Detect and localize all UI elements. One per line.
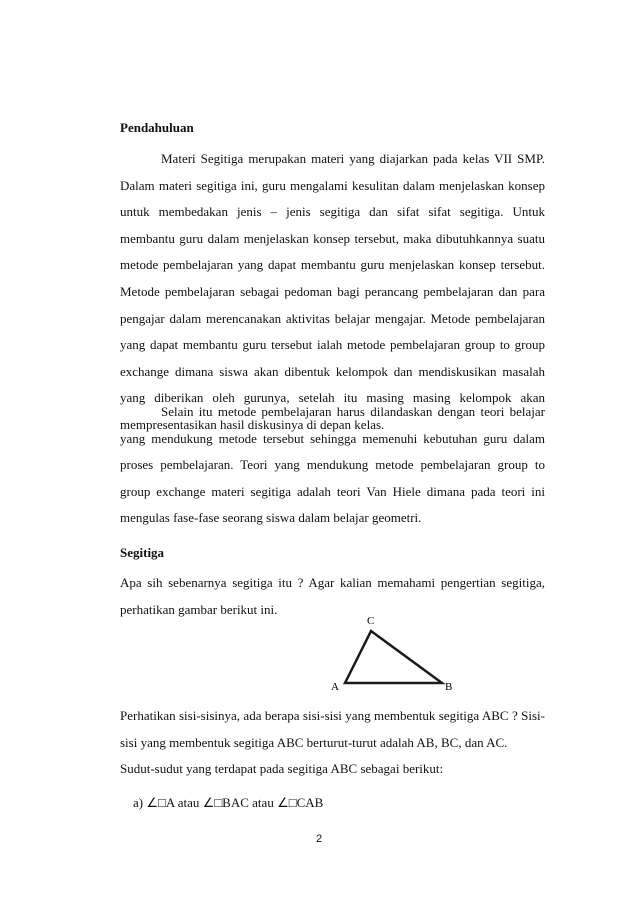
triangle-abc-figure: [325, 606, 465, 698]
vertex-c-label: C: [367, 615, 375, 627]
paragraph-intro-2: Selain itu metode pembelajaran harus dilandaskan dengan teori belajar yang mendukung metode tersebut sehingga memenuhi kebutuhan guru dalam proses pembelajaran. Teori yang mendukung metode pembelajaran group to group exchange materi segitiga adalah teori Van Hiele dimana pada teori ini mengulas fase-fase seorang siswa dalam belajar geometri.: [120, 404, 545, 526]
paragraph-angles-intro: Sudut-sudut yang terdapat pada segitiga ABC sebagai berikut:: [120, 761, 444, 776]
section-heading-segitiga: Segitiga: [120, 545, 165, 560]
triangle-abc-shape: [345, 631, 442, 683]
vertex-b-label: B: [445, 681, 453, 693]
paragraph-sides: Perhatikan sisi-sisinya, ada berapa sisi-sisi yang membentuk segitiga ABC ? Sisi-sisi yang membentuk segitiga ABC berturut-turut adalah AB, BC, dan AC.: [120, 708, 545, 750]
page-number: 2: [315, 833, 323, 845]
paragraph-intro-1: Materi Segitiga merupakan materi yang diajarkan pada kelas VII SMP. Dalam materi segitiga ini, guru mengalami kesulitan dalam menjelaskan konsep untuk membedakan jenis – jenis segitiga dan sifat sifat segitiga. Untuk membantu guru dalam menjelaskan konsep tersebut, maka dibutuhkannya suatu metode pembelajaran yang dapat membantu guru menjelaskan konsep tersebut. Metode pembelajaran sebagai pedoman bagi perancang pembelajaran dan para pengajar dalam merencanakan aktivitas belajar mengajar. Metode pembelajaran yang dapat membantu guru tersebut ialah metode pembelajaran group to group exchange dimana siswa akan dibentuk kelompok dan mendiskusikan masalah yang diberikan oleh gurunya, setelah itu masing masing kelompok akan mempresentasikan hasil diskusinya di depan kelas.: [120, 151, 545, 432]
list-item-a: a) ∠□A atau ∠□BAC atau ∠□CAB: [133, 795, 324, 810]
section-heading-pendahuluan: Pendahuluan: [120, 120, 194, 135]
paragraph-segitiga-intro: Apa sih sebenarnya segitiga itu ? Agar kalian memahami pengertian segitiga, perhatikan gambar berikut ini.: [120, 575, 545, 617]
vertex-a-label: A: [331, 681, 339, 693]
